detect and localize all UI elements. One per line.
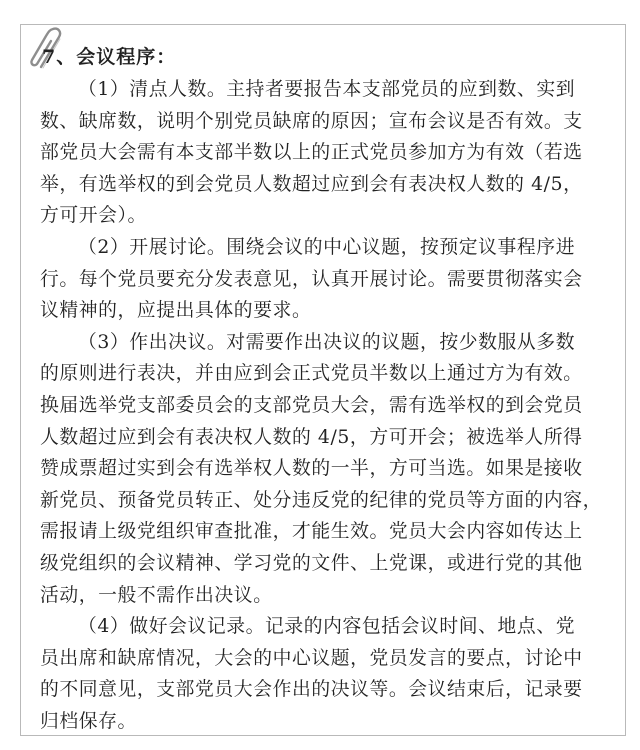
paragraph-line: 人数超过应到会有表决权人数的 4/5，方可开会；被选举人所得	[40, 426, 583, 448]
paragraph-line: 的不同意见，支部党员大会作出的决议等。会议结束后，记录要	[40, 679, 583, 701]
paragraph-line: 议精神的，应提出具体的要求。	[40, 300, 312, 322]
paragraph-line: 需报请上级党组织审查批准，才能生效。党员大会内容如传达上	[40, 521, 583, 543]
paragraph-line: 级党组织的会议精神、学习党的文件、上党课，或进行党的其他	[40, 552, 583, 574]
paragraph-line: 数、缺席数，说明个别党员缺席的原因；宣布会议是否有效。支	[40, 110, 583, 132]
paragraph-line: （2）开展讨论。围绕会议的中心议题，按预定议事程序进	[78, 236, 576, 258]
paragraph-3	[40, 327, 612, 611]
paragraph-line: 新党员、预备党员转正、处分违反党的纪律的党员等方面的内容，	[40, 489, 603, 511]
paragraph-line: （3）作出决议。对需要作出决议的议题，按少数服从多数	[78, 331, 576, 353]
paragraph-2	[40, 232, 612, 327]
paragraph-line: （4）做好会议记录。记录的内容包括会议时间、地点、党	[78, 616, 576, 638]
paragraph-line: 举，有选举权的到会党员人数超过应到会有表决权人数的 4/5，	[40, 173, 583, 195]
paragraph-line: 员出席和缺席情况，大会的中心议题，党员发言的要点，讨论中	[40, 647, 583, 669]
paragraph-line: 部党员大会需有本支部半数以上的正式党员参加方为有效（若选	[40, 142, 583, 164]
paragraph-line: 换届选举党支部委员会的支部党员大会，需有选举权的到会党员	[40, 394, 583, 416]
document-page	[20, 24, 626, 736]
paragraph-4	[40, 611, 612, 737]
paragraph-1	[40, 74, 612, 232]
paragraph-line: （1）清点人数。主持者要报告本支部党员的应到数、实到	[78, 79, 576, 100]
paragraph-line: 归档保存。	[40, 710, 137, 732]
section-heading: 7、会议程序：	[42, 46, 177, 68]
paragraph-line: 方可开会）。	[40, 205, 147, 227]
paragraph-line: 赞成票超过实到会有选举权人数的一半，方可当选。如果是接收	[40, 458, 583, 480]
document-content	[40, 40, 612, 737]
paragraph-line: 的原则进行表决，并由应到会正式党员半数以上通过方为有效。	[40, 363, 583, 385]
paragraph-line: 活动，一般不需作出决议。	[40, 584, 273, 606]
paragraph-line: 行。每个党员要充分发表意见，认真开展讨论。需要贯彻落实会	[40, 268, 583, 290]
